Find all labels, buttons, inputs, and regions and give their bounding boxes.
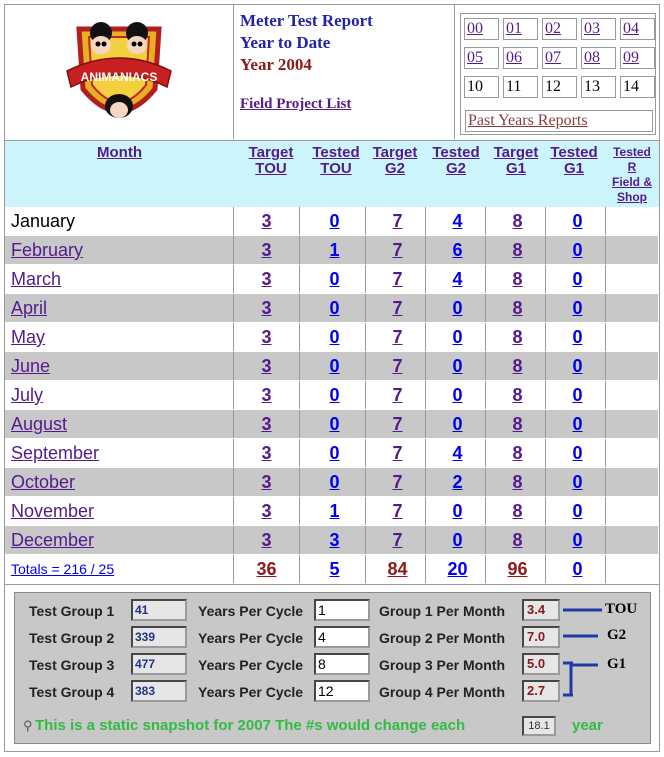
cell-tested-r [606, 439, 659, 467]
header-target-tou[interactable] [244, 141, 298, 207]
cell-tested-r [606, 236, 659, 264]
per-month-value: 2.7 [522, 680, 560, 702]
footer-value-box: 18.1 [522, 716, 556, 736]
year-link-03[interactable]: 03 [581, 18, 616, 40]
years-per-cycle-label: Years Per Cycle [198, 657, 304, 673]
cell-tested-g2[interactable]: 0 [430, 526, 486, 554]
header-tested-tou-line1: Tested [312, 144, 360, 161]
totals-label[interactable]: Totals = 216 / 25 [5, 555, 234, 583]
table-row [5, 526, 659, 554]
header-tested-g2-line1: Tested [432, 144, 480, 161]
cell-target-g2[interactable]: 7 [370, 439, 426, 467]
cell-tested-r [606, 526, 659, 554]
table-row [5, 265, 659, 293]
cell-tested-tou[interactable]: 0 [304, 468, 366, 496]
header-tested-g2[interactable] [427, 141, 485, 207]
cell-tested-g2[interactable]: 4 [430, 207, 486, 235]
cell-target-g1[interactable]: 8 [490, 439, 546, 467]
cell-target-tou[interactable]: 3 [234, 526, 300, 554]
cell-target-g1[interactable]: 8 [490, 381, 546, 409]
test-group-panel [14, 592, 651, 744]
years-per-cycle-input[interactable]: 1 [314, 599, 370, 621]
cell-target-g2[interactable]: 7 [370, 207, 426, 235]
cell-tested-g1[interactable]: 0 [550, 381, 606, 409]
cell-tested-g1[interactable]: 0 [550, 265, 606, 293]
header-target-g2-line1: Target [372, 144, 418, 161]
table-header-row [5, 140, 659, 208]
cell-target-tou[interactable]: 3 [234, 352, 300, 380]
test-group-count: 41 [131, 599, 187, 621]
per-month-label: Group 4 Per Month [379, 684, 505, 700]
cell-tested-g1[interactable]: 0 [550, 236, 606, 264]
header-tested-r-line1: Tested [613, 145, 651, 159]
table-row [5, 294, 659, 322]
cell-target-g1[interactable]: 8 [490, 468, 546, 496]
cell-tested-g2[interactable]: 0 [430, 381, 486, 409]
cell-target-tou[interactable]: 3 [234, 265, 300, 293]
month-june[interactable]: June [5, 352, 234, 380]
cell-tested-tou[interactable]: 3 [304, 526, 366, 554]
cell-tested-g2[interactable]: 4 [430, 265, 486, 293]
cell-tested-tou[interactable]: 0 [304, 352, 366, 380]
cell-target-g1[interactable]: 8 [490, 294, 546, 322]
cell-target-tou[interactable]: 3 [234, 207, 300, 235]
cell-target-g2[interactable]: 7 [370, 526, 426, 554]
cell-target-tou[interactable]: 3 [234, 410, 300, 438]
year-link-04[interactable]: 04 [620, 18, 655, 40]
test-group-label: Test Group 4 [29, 684, 115, 700]
year-link-06[interactable]: 06 [503, 47, 538, 69]
years-per-cycle-label: Years Per Cycle [198, 684, 304, 700]
test-group-label: Test Group 2 [29, 630, 115, 646]
cell-target-g2[interactable]: 7 [370, 352, 426, 380]
cell-target-tou[interactable]: 3 [234, 468, 300, 496]
total-target-g2[interactable]: 84 [370, 555, 426, 583]
footer-note: This is a static snapshot for 2007 The #s would change each [35, 717, 466, 734]
header-target-g2-line2: G2 [384, 160, 405, 177]
cell-target-g2[interactable]: 7 [370, 381, 426, 409]
total-tested-tou[interactable]: 5 [304, 555, 366, 583]
cell-tested-g1[interactable]: 0 [550, 526, 606, 554]
month-april[interactable]: April [5, 294, 234, 322]
test-group-label: Test Group 3 [29, 657, 115, 673]
cell-tested-g1[interactable]: 0 [550, 294, 606, 322]
month-july[interactable]: July [5, 381, 234, 409]
report-title: Meter Test Report [240, 11, 373, 30]
year-link-08[interactable]: 08 [581, 47, 616, 69]
cell-tested-tou[interactable]: 0 [304, 323, 366, 351]
total-target-tou[interactable]: 36 [234, 555, 300, 583]
month-august[interactable]: August [5, 410, 234, 438]
header-tested-r-line2: R [627, 160, 637, 174]
table-row [5, 439, 659, 467]
cell-tested-g2[interactable]: 0 [430, 410, 486, 438]
year-link-05[interactable]: 05 [464, 47, 499, 69]
cell-tested-r [606, 468, 659, 496]
per-month-value: 5.0 [522, 653, 560, 675]
per-month-value: 7.0 [522, 626, 560, 648]
test-group-count: 477 [131, 653, 187, 675]
cell-target-g2[interactable]: 7 [370, 468, 426, 496]
cell-tested-r [606, 265, 659, 293]
header-target-g1-line2: G1 [505, 160, 526, 177]
field-project-list-link[interactable]: Field Project List [240, 96, 352, 112]
logo-text: ANIMANIACS [80, 70, 158, 84]
cell-tested-tou[interactable]: 0 [304, 439, 366, 467]
total-target-g1[interactable]: 96 [490, 555, 546, 583]
header-tested-tou[interactable] [307, 141, 365, 207]
year-link-11: 11 [503, 76, 538, 98]
cell-tested-r [606, 497, 659, 525]
table-row [5, 410, 659, 438]
cell-target-tou[interactable]: 3 [234, 294, 300, 322]
cell-tested-g2[interactable]: 6 [430, 236, 486, 264]
cell-tested-g1[interactable]: 0 [550, 468, 606, 496]
total-tested-g2[interactable]: 20 [430, 555, 486, 583]
header-tested-r-field-shop[interactable] [605, 141, 659, 207]
header-tested-g1[interactable] [546, 141, 602, 207]
cell-tested-r [606, 323, 659, 351]
year-link-02[interactable]: 02 [542, 18, 577, 40]
per-month-value: 3.4 [522, 599, 560, 621]
header-tested-g1-line2: G1 [563, 160, 584, 177]
header-tested-g2-line2: G2 [445, 160, 466, 177]
cell-target-g2[interactable]: 7 [370, 410, 426, 438]
cell-target-g2[interactable]: 7 [370, 236, 426, 264]
animaniacs-logo [59, 11, 179, 136]
header-target-g1[interactable] [489, 141, 543, 207]
cell-target-tou[interactable]: 3 [234, 439, 300, 467]
cell-tested-tou[interactable]: 0 [304, 381, 366, 409]
cell-target-g1[interactable]: 8 [490, 323, 546, 351]
cell-tested-g2[interactable]: 2 [430, 468, 486, 496]
cell-target-g1[interactable]: 8 [490, 497, 546, 525]
year-link-07[interactable]: 07 [542, 47, 577, 69]
month-may[interactable]: May [5, 323, 234, 351]
table-row [5, 323, 659, 351]
cell-tested-tou[interactable]: 0 [304, 294, 366, 322]
test-group-label: Test Group 1 [29, 603, 115, 619]
cell-target-g1[interactable]: 8 [490, 410, 546, 438]
table-row [5, 207, 659, 235]
cell-tested-g2[interactable]: 0 [430, 323, 486, 351]
cell-tested-g2[interactable]: 0 [430, 294, 486, 322]
cell-tested-tou[interactable]: 1 [304, 236, 366, 264]
cell-target-g2[interactable]: 7 [370, 323, 426, 351]
cell-target-g1[interactable]: 8 [490, 352, 546, 380]
cell-tested-g1[interactable]: 0 [550, 439, 606, 467]
header-target-tou-line1: Target [248, 144, 294, 161]
cell-target-tou[interactable]: 3 [234, 497, 300, 525]
cell-tested-g1[interactable]: 0 [550, 207, 606, 235]
past-years-reports-link[interactable]: Past Years Reports [465, 110, 653, 132]
cell-tested-g1[interactable]: 0 [550, 497, 606, 525]
cell-target-g2[interactable]: 7 [370, 497, 426, 525]
logo-cell [5, 5, 234, 139]
month-january: January [5, 207, 234, 235]
cell-tested-r [606, 294, 659, 322]
year-link-10: 10 [464, 76, 499, 98]
cell-target-g1[interactable]: 8 [490, 207, 546, 235]
cell-target-g2[interactable]: 7 [370, 294, 426, 322]
years-per-cycle-input[interactable]: 4 [314, 626, 370, 648]
totals-row [5, 555, 659, 583]
cell-target-tou[interactable]: 3 [234, 236, 300, 264]
year-link-01[interactable]: 01 [503, 18, 538, 40]
month-november[interactable]: November [5, 497, 234, 525]
years-per-cycle-label: Years Per Cycle [198, 603, 304, 619]
years-per-cycle-label: Years Per Cycle [198, 630, 304, 646]
legend-tou: TOU [605, 601, 638, 617]
years-per-cycle-input[interactable]: 12 [314, 680, 370, 702]
table-row [5, 381, 659, 409]
table-bottom-border [5, 584, 659, 585]
legend-g2: G2 [607, 627, 627, 643]
cell-tested-g2[interactable]: 4 [430, 439, 486, 467]
cell-tested-g1[interactable]: 0 [550, 352, 606, 380]
cell-tested-tou[interactable]: 0 [304, 265, 366, 293]
cell-tested-tou[interactable]: 1 [304, 497, 366, 525]
per-month-label: Group 2 Per Month [379, 630, 505, 646]
report-year: Year 2004 [240, 55, 312, 74]
lightbulb-icon: ⚲ [23, 718, 33, 733]
cell-tested-g2[interactable]: 0 [430, 352, 486, 380]
table-row [5, 236, 659, 264]
year-selector [460, 13, 656, 135]
month-march[interactable]: March [5, 265, 234, 293]
year-link-12: 12 [542, 76, 577, 98]
cell-tested-g1[interactable]: 0 [550, 410, 606, 438]
month-october[interactable]: October [5, 468, 234, 496]
cell-tested-r [606, 381, 659, 409]
cell-target-tou[interactable]: 3 [234, 323, 300, 351]
cell-tested-tou[interactable]: 0 [304, 410, 366, 438]
cell-tested-r [606, 352, 659, 380]
month-february[interactable]: February [5, 236, 234, 264]
cell-target-g1[interactable]: 8 [490, 265, 546, 293]
header-month[interactable]: Month [97, 144, 142, 161]
year-link-09[interactable]: 09 [620, 47, 655, 69]
test-group-count: 339 [131, 626, 187, 648]
header-target-g1-line1: Target [493, 144, 539, 161]
cell-target-tou[interactable]: 3 [234, 381, 300, 409]
table-row [5, 468, 659, 496]
year-selector-cell [455, 5, 659, 139]
header-tested-g1-line1: Tested [550, 144, 598, 161]
cell-tested-r [606, 410, 659, 438]
header-tested-r-line4: Shop [617, 190, 647, 204]
report-header [5, 5, 659, 139]
footer-year-label: year [572, 717, 603, 734]
year-link-13: 13 [581, 76, 616, 98]
year-link-00[interactable]: 00 [464, 18, 499, 40]
per-month-label: Group 1 Per Month [379, 603, 505, 619]
cell-tested-g1[interactable]: 0 [550, 323, 606, 351]
cell-target-g1[interactable]: 8 [490, 526, 546, 554]
cell-target-g1[interactable]: 8 [490, 236, 546, 264]
header-tested-r-line3: Field & [611, 175, 652, 189]
month-september[interactable]: September [5, 439, 234, 467]
year-link-14: 14 [620, 76, 655, 98]
years-per-cycle-input[interactable]: 8 [314, 653, 370, 675]
cell-target-g2[interactable]: 7 [370, 265, 426, 293]
header-target-tou-line2: TOU [255, 160, 287, 177]
legend-g1: G1 [607, 656, 627, 672]
title-cell [234, 5, 455, 139]
cell-tested-tou[interactable]: 0 [304, 207, 366, 235]
cell-tested-g2[interactable]: 0 [430, 497, 486, 525]
header-tested-tou-line2: TOU [320, 160, 352, 177]
month-december[interactable]: December [5, 526, 234, 554]
table-row [5, 497, 659, 525]
report-subtitle: Year to Date [240, 33, 331, 52]
table-row [5, 352, 659, 380]
header-target-g2[interactable] [368, 141, 422, 207]
per-month-label: Group 3 Per Month [379, 657, 505, 673]
total-tested-g1[interactable]: 0 [550, 555, 606, 583]
cell-tested-r [606, 207, 659, 235]
test-group-count: 383 [131, 680, 187, 702]
